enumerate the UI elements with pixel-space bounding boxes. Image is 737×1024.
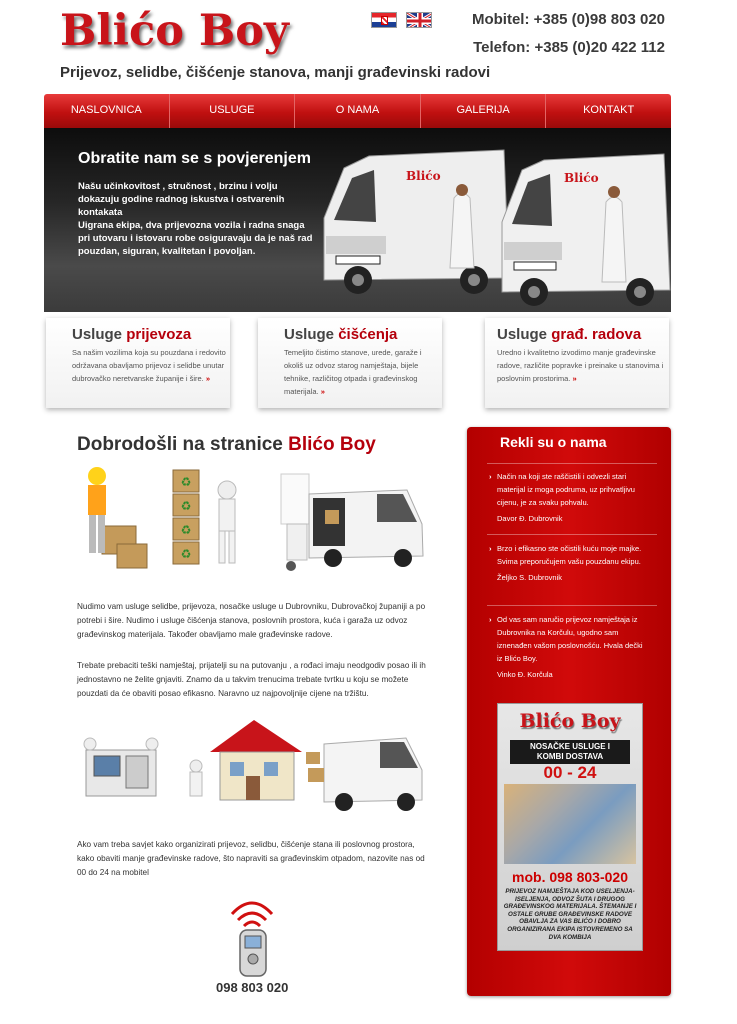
divider [487, 605, 657, 606]
svg-text:Blićo: Blićo [406, 169, 441, 183]
ad-hours: 00 - 24 [543, 763, 597, 782]
service-box-cleaning[interactable] [258, 318, 442, 408]
nav-item-kontakt[interactable]: KONTAKT [583, 104, 635, 116]
svg-text:Blićo: Blićo [564, 171, 599, 185]
ad-banner: NOSAČKE USLUGE I KOMBI DOSTAVA [510, 740, 630, 764]
nav-item-naslovnica[interactable]: NASLOVNICA [44, 94, 170, 128]
main-navigation [44, 94, 671, 128]
svg-text:♻: ♻ [180, 523, 192, 537]
hero-paragraph: Uigrana ekipa, dva prijevozna vozila i radna snaga pri utovaru i istovaru robe osiguravaju da je naš rad pouzdan, siguran, kvalitetan i povoljan. [78, 220, 313, 257]
read-more-arrow-icon[interactable]: » [205, 374, 211, 383]
welcome-heading: Dobrodošli na stranice Blićo Boy [77, 434, 376, 455]
service-title: Usluge građ. radova [497, 326, 642, 343]
site-logo[interactable]: Blićo Boy [60, 6, 289, 56]
mobile-number-text: 098 803 020 [216, 980, 289, 995]
service-description: Uredno i kvalitetno izvodimo manje građevinske radove, različite popravke i preinake u stanovima i poslovnim prostorima. » [497, 348, 664, 383]
service-box-construction[interactable] [485, 318, 669, 408]
testimonial-author: Davor Đ. Dubrovnik [497, 514, 563, 523]
read-more-arrow-icon[interactable]: » [572, 374, 577, 383]
svg-text:♻: ♻ [180, 475, 192, 489]
hero-banner [44, 128, 671, 312]
mobile-phone-icon [226, 892, 278, 978]
english-flag-icon[interactable] [406, 12, 432, 28]
intro-paragraph: Nudimo vam usluge selidbe, prijevoza, nosačke usluge u Dubrovniku, Dubrovačkoj županiji a po potrebi i šire. Nudimo i usluge čišćenja stanova, poslovnih prostora, kuća i garaža uz odvoz građevinskog materijala. Također obavljamo male građevinske radove. [77, 602, 426, 639]
moving-figures-illustration [77, 464, 427, 576]
service-title: Usluge čišćenja [284, 326, 398, 343]
ad-logo: Blićo Boy [519, 710, 621, 732]
testimonial-author: Željko S. Dubrovnik [497, 573, 563, 582]
divider [487, 463, 657, 464]
service-box-transport[interactable] [46, 318, 230, 408]
nav-item-galerija[interactable]: GALERIJA [421, 94, 547, 128]
nav-item-o-nama[interactable]: O NAMA [295, 94, 421, 128]
delivery-van-image [494, 140, 671, 310]
ad-mobile: mob. 098 803-020 [512, 869, 628, 885]
divider [487, 534, 657, 535]
svg-text:♻: ♻ [180, 499, 192, 513]
site-tagline: Prijevoz, selidbe, čišćenje stanova, manji građevinski radovi [60, 64, 491, 81]
nav-item-usluge[interactable]: USLUGE [170, 94, 296, 128]
testimonials-sidebar [467, 427, 671, 996]
contact-paragraph: Ako vam treba savjet kako organizirati prijevoz, selidbu, čišćenje stana ili poslovnog prostora, kako obaviti manje građevinske radove, što napraviti sa građevinskim otpadom, nazovite nas od 00 do 24 na mobitel [77, 840, 425, 877]
moving-service-illustration [80, 716, 425, 812]
testimonials-title: Rekli su o nama [500, 434, 607, 450]
delivery-van-image [314, 138, 514, 298]
testimonial-item: › Način na koji ste raščistili i odvezli stari materijal iz moga podruma, uz prihvatljivu cijenu, je za svaku pohvalu. Davor Đ. Dubrovnik [497, 470, 647, 525]
language-switcher [371, 12, 432, 28]
service-description: Sa našim vozilima koja su pouzdana i redovito održavana obavljamo prijevoz i selidbe unutar dubrovačko neretvanske županije i šire. » [72, 348, 226, 383]
hero-title: Obratite nam se s povjerenjem [78, 150, 311, 167]
ad-city-photo [504, 784, 636, 864]
advertisement-poster[interactable] [497, 703, 643, 951]
testimonial-item: › Brzo i efikasno ste očistili kuću moje majke. Svima preporučujem vašu pouzdanu ekipu. Željko S. Dubrovnik [497, 542, 647, 584]
croatian-flag-icon[interactable] [371, 12, 397, 28]
testimonial-item: › Od vas sam naručio prijevoz namještaja iz Dubrovnika na Korčulu, ugodno sam iznenađen vašom poslovnošću. Hvala dečki iz Blićo Boy. Vinko Đ. Korčula [497, 613, 647, 681]
hero-paragraph: Našu učinkovitost , stručnost , brzinu i volju dokazuju godine radnog iskustva i ostvarenih kontakata [78, 181, 285, 218]
ad-description: PRIJEVOZ NAMJEŠTAJA KOD USELJENJA-ISELJENJA, ODVOZ ŠUTA I DRUGOG GRAĐEVINSKOG MATERIJALA. ŠTEMANJE I OSTALE GRUBE GRAĐEVINSKE RADOVE OBAVLJA ZA VAS BLIĆO I DOBRO ORGANIZIRANA EKIPA ISTOVREMENO SA DVA KOMBIJA [503, 888, 637, 941]
service-title: Usluge prijevoza [72, 326, 192, 343]
intro-paragraph: Trebate prebaciti teški namještaj, prijatelji su na putovanju , a rođaci imaju neodgodiv posao ili ih jednostavno ne želite gnjaviti. Znamo da u takvim trenucima trebate tvrtku u koju se možete pouzdati da će obaviti posao efikasno. Naravno uz najpovoljnije cijene na tržištu. [77, 661, 426, 698]
read-more-arrow-icon[interactable]: » [320, 387, 325, 396]
service-description: Temeljito čistimo stanove, urede, garaže i okoliš uz odvoz starog namještaja, bijele tehnike, različitog otpada i građevinskog materijala. » [284, 348, 422, 396]
svg-text:♻: ♻ [180, 547, 192, 561]
mobile-phone-text: Mobitel: +385 (0)98 803 020 [471, 11, 665, 28]
landline-phone-text: Telefon: +385 (0)20 422 112 [473, 39, 665, 56]
testimonial-author: Vinko Đ. Korčula [497, 670, 553, 679]
